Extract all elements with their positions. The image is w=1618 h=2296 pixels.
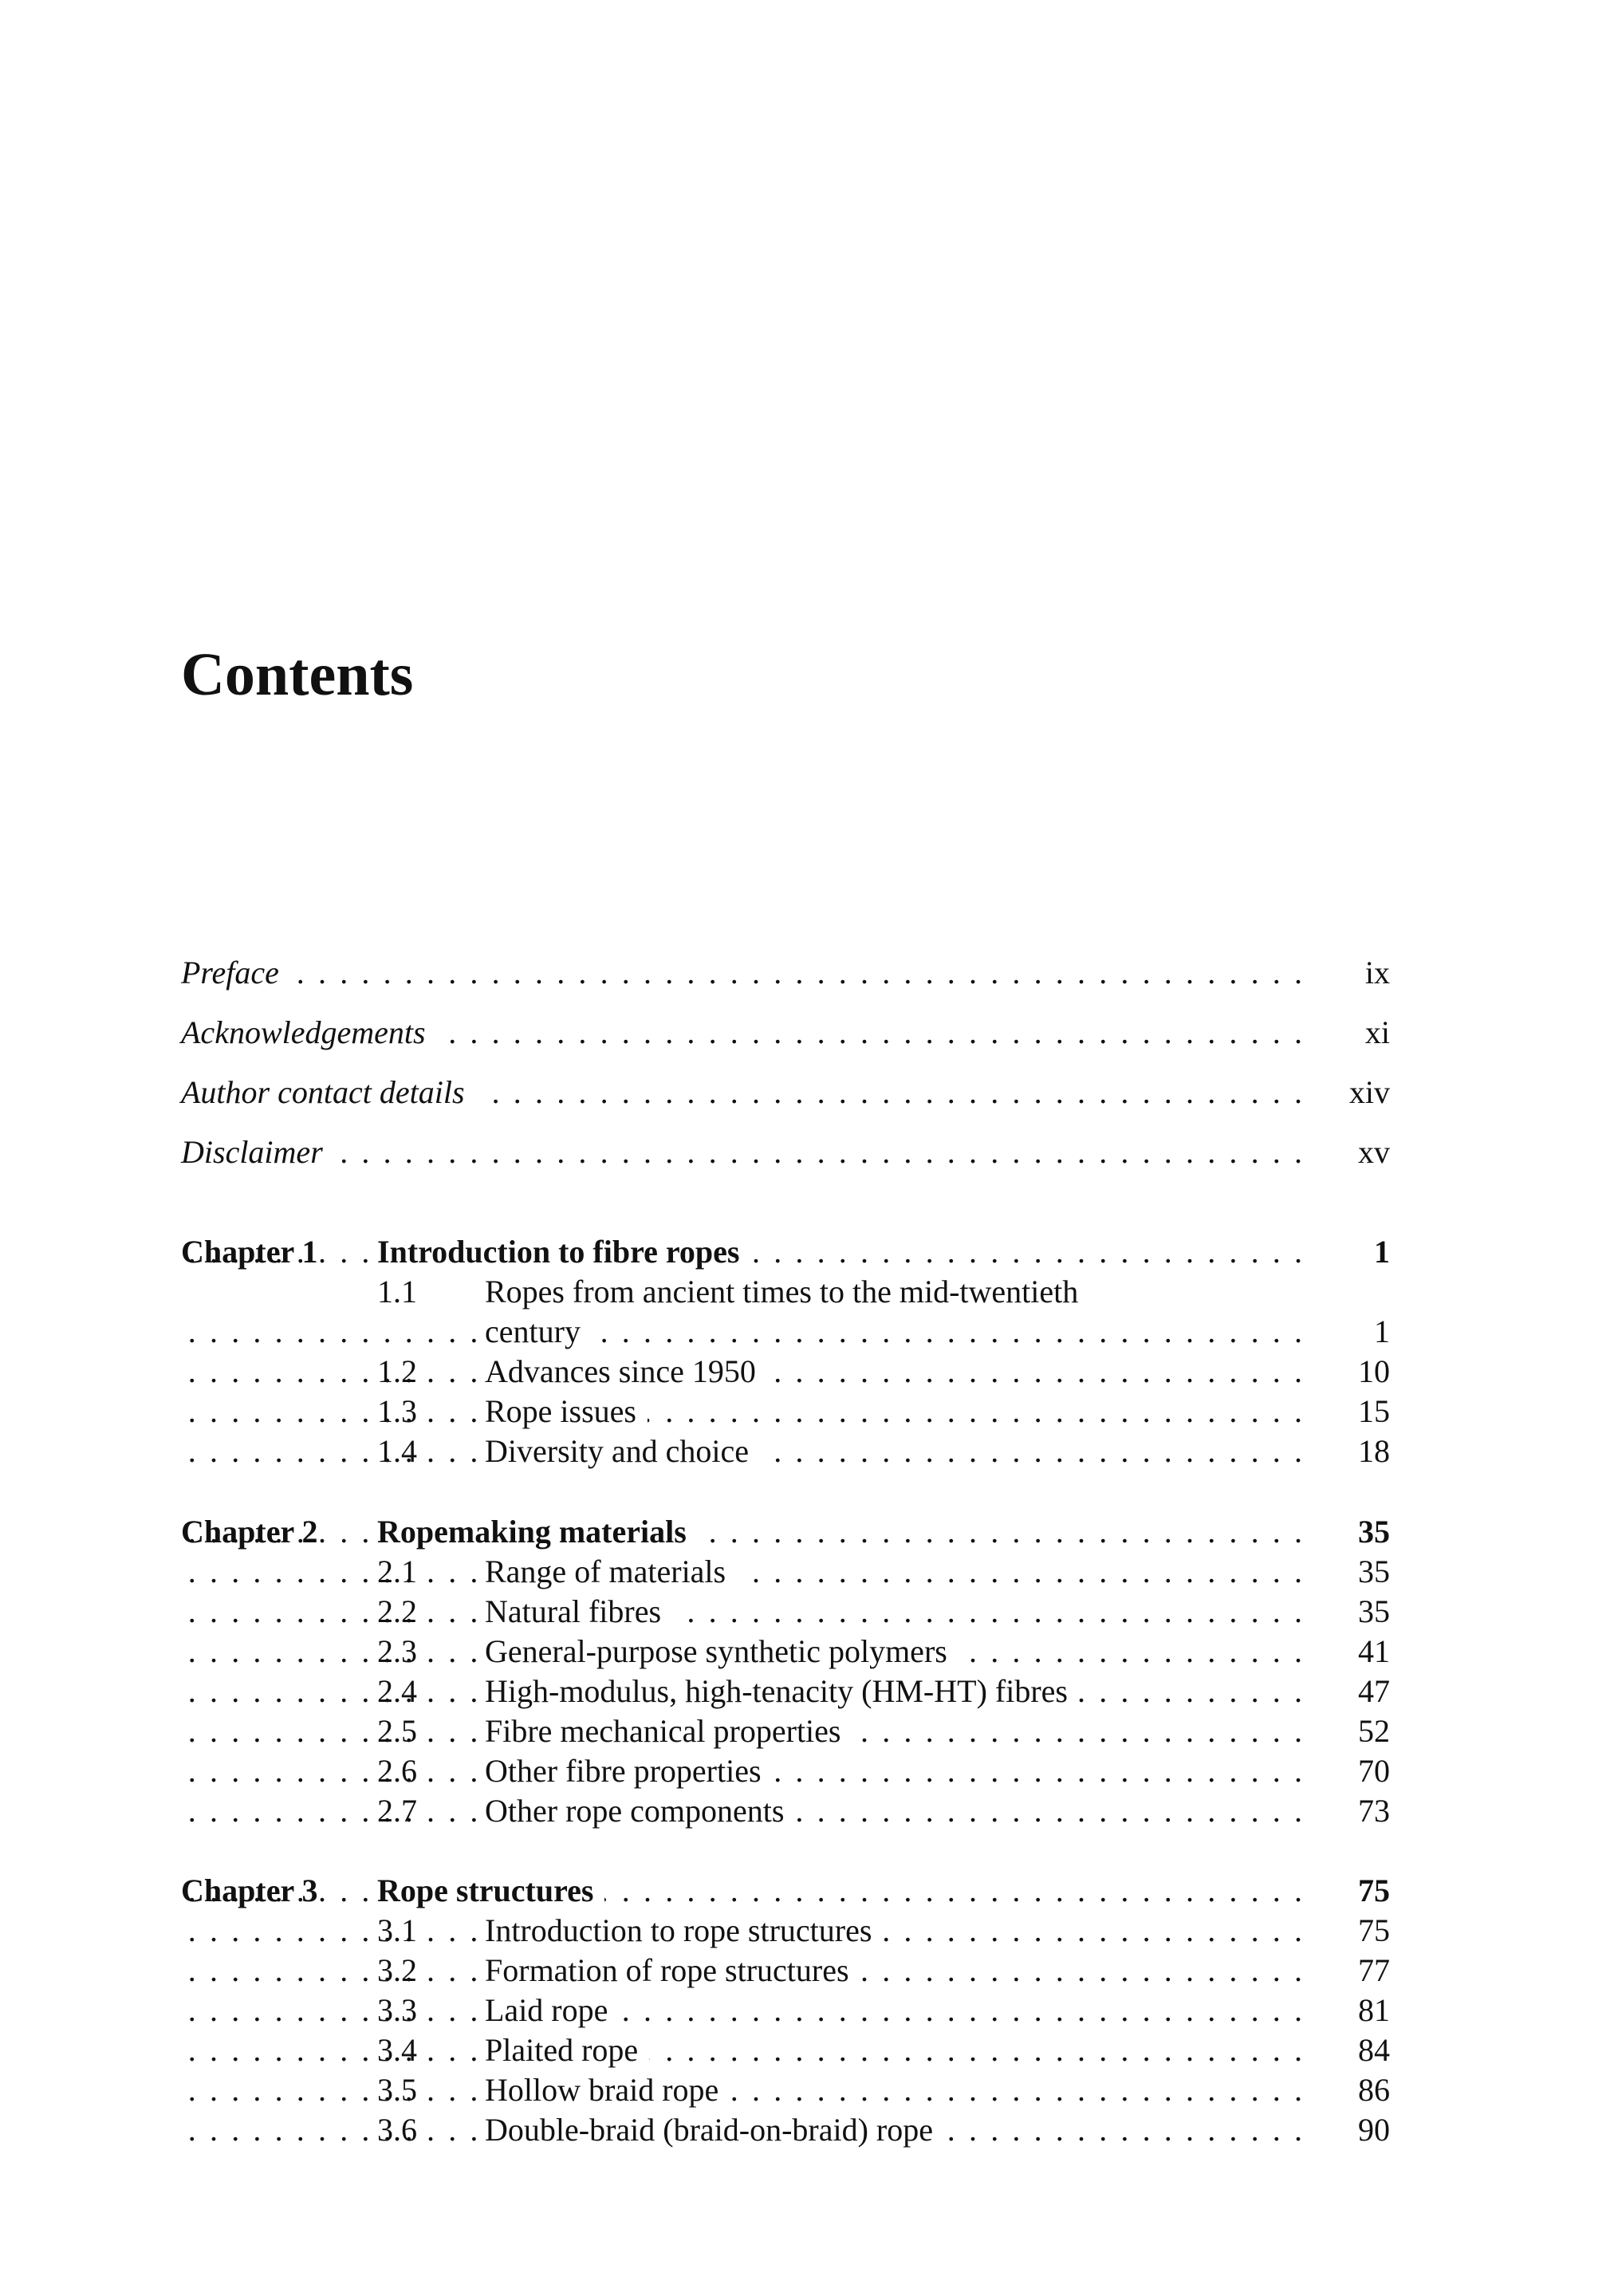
dot-leader (181, 1991, 1302, 2030)
page-title: Contents (181, 641, 414, 708)
dot-leader (181, 2030, 1302, 2070)
dot-leader (181, 1312, 1302, 1352)
dot-leader (181, 1392, 1302, 1432)
toc-page-number: xv (1358, 1134, 1390, 1170)
toc-section-1-2[interactable] (181, 1352, 1390, 1392)
toc-section-3-4[interactable] (181, 2030, 1390, 2070)
chapter-title: Rope structures (377, 1871, 604, 1911)
toc-page-number: 90 (1358, 2112, 1390, 2148)
section-title: General-purpose synthetic polymers (485, 1632, 959, 1672)
toc-page-number: 70 (1358, 1753, 1390, 1789)
toc-page-number: 77 (1358, 1952, 1390, 1988)
section-number: 3.6 (377, 2112, 417, 2148)
toc-section-1-3[interactable] (181, 1392, 1390, 1432)
toc-page-number: 47 (1358, 1673, 1390, 1709)
toc-page-number: 81 (1358, 1992, 1390, 2028)
section-number: 2.6 (377, 1753, 417, 1789)
section-number: 1.4 (377, 1433, 417, 1469)
toc-section-2-7[interactable] (181, 1791, 1390, 1831)
toc-page-number: 10 (1358, 1353, 1390, 1389)
section-title: Double-braid (braid-on-braid) rope (485, 2110, 944, 2150)
toc-page-number: ix (1364, 955, 1390, 990)
section-title: Other fibre properties (485, 1751, 773, 1791)
dot-leader (181, 953, 1302, 993)
dot-leader (181, 2070, 1302, 2110)
chapter-title: Ropemaking materials (377, 1512, 698, 1552)
toc-page-number: 73 (1358, 1793, 1390, 1829)
section-title: Ropes from ancient times to the mid-twentieth (485, 1272, 1089, 1312)
section-title: High-modulus, high-tenacity (HM-HT) fibres (485, 1672, 1079, 1711)
section-number: 1.3 (377, 1393, 417, 1429)
section-title: Natural fibres (485, 1592, 672, 1632)
toc-page-number: 86 (1358, 2072, 1390, 2108)
toc-section-2-1[interactable] (181, 1552, 1390, 1592)
toc-entry-author-contact-details[interactable] (181, 1073, 1390, 1113)
section-title: Introduction to rope structures (485, 1911, 883, 1951)
toc-entry-disclaimer[interactable] (181, 1132, 1390, 1172)
toc-section-3-1[interactable] (181, 1911, 1390, 1951)
toc-chapter-1[interactable] (181, 1232, 1390, 1272)
toc-page-number: 84 (1358, 2032, 1390, 2068)
toc-page-number: 75 (1358, 1873, 1390, 1908)
section-title: Formation of rope structures (485, 1951, 860, 1991)
section-title: Advances since 1950 (485, 1352, 767, 1392)
toc-entry-title: Disclaimer (181, 1132, 334, 1172)
section-title: Rope issues (485, 1392, 648, 1432)
section-title: century (485, 1312, 592, 1352)
toc-page-number: 75 (1358, 1912, 1390, 1948)
toc-section-1-4[interactable] (181, 1432, 1390, 1471)
toc-section-1-1[interactable] (181, 1312, 1390, 1352)
section-number: 2.4 (377, 1673, 417, 1709)
toc-chapter-3[interactable] (181, 1871, 1390, 1911)
section-title: Laid rope (485, 1991, 619, 2030)
toc-section-2-4[interactable] (181, 1672, 1390, 1711)
section-title: Hollow braid rope (485, 2070, 730, 2110)
section-title: Range of materials (485, 1552, 737, 1592)
toc-section-3-3[interactable] (181, 1991, 1390, 2030)
toc-entry-acknowledgements[interactable] (181, 1013, 1390, 1053)
dot-leader (181, 1512, 1302, 1552)
chapter-label: Chapter 2 (181, 1514, 318, 1550)
toc-section-2-6[interactable] (181, 1751, 1390, 1791)
section-number: 3.2 (377, 1952, 417, 1988)
section-number: 2.3 (377, 1633, 417, 1669)
toc-page-number: 35 (1358, 1593, 1390, 1629)
chapter-title: Introduction to fibre ropes (377, 1232, 750, 1272)
section-title: Plaited rope (485, 2030, 649, 2070)
section-number: 3.5 (377, 2072, 417, 2108)
chapter-label: Chapter 1 (181, 1234, 318, 1270)
toc-section-1-1-line1[interactable] (181, 1272, 1390, 1312)
chapter-label: Chapter 3 (181, 1873, 318, 1908)
section-number: 3.4 (377, 2032, 417, 2068)
toc-section-2-5[interactable] (181, 1711, 1390, 1751)
toc-page-number: 1 (1374, 1234, 1390, 1270)
toc-entry-preface[interactable] (181, 953, 1390, 993)
dot-leader (181, 1871, 1302, 1911)
toc-page-number: 1 (1374, 1313, 1390, 1349)
toc-section-3-2[interactable] (181, 1951, 1390, 1991)
dot-leader (181, 1592, 1302, 1632)
section-number: 2.2 (377, 1593, 417, 1629)
toc-section-3-5[interactable] (181, 2070, 1390, 2110)
toc-section-2-3[interactable] (181, 1632, 1390, 1672)
toc-chapter-2[interactable] (181, 1512, 1390, 1552)
toc-page-number: 35 (1358, 1554, 1390, 1589)
toc-page-number: xi (1364, 1014, 1390, 1050)
dot-leader (181, 1132, 1302, 1172)
toc-entry-title: Author contact details (181, 1073, 476, 1113)
toc-section-2-2[interactable] (181, 1592, 1390, 1632)
section-number: 2.1 (377, 1554, 417, 1589)
section-number: 1.2 (377, 1353, 417, 1389)
section-number: 2.7 (377, 1793, 417, 1829)
section-title: Diversity and choice (485, 1432, 760, 1471)
section-title: Other rope components (485, 1791, 795, 1831)
toc-entry-title: Acknowledgements (181, 1013, 437, 1053)
section-number: 3.3 (377, 1992, 417, 2028)
toc-page-number: 15 (1358, 1393, 1390, 1429)
toc-page-number: 41 (1358, 1633, 1390, 1669)
section-number: 2.5 (377, 1713, 417, 1749)
toc-page-number: 52 (1358, 1713, 1390, 1749)
section-number: 3.1 (377, 1912, 417, 1948)
section-title: Fibre mechanical properties (485, 1711, 852, 1751)
toc-section-3-6[interactable] (181, 2110, 1390, 2150)
toc-entry-title: Preface (181, 953, 290, 993)
toc-page-number: 18 (1358, 1433, 1390, 1469)
section-number: 1.1 (377, 1274, 417, 1309)
toc-page-number: xiv (1348, 1074, 1390, 1110)
dot-leader (181, 1552, 1302, 1592)
toc-page-number: 35 (1358, 1514, 1390, 1550)
